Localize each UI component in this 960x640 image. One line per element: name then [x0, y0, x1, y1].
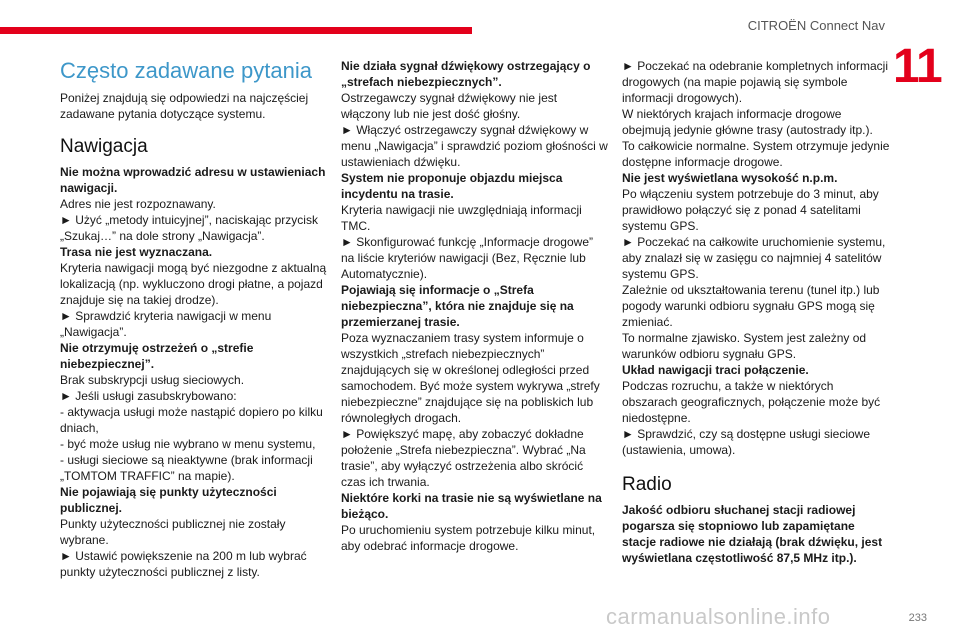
faq-answer-line: To całkowicie normalne. System otrzymuje jedynie dostępne informacje drogowe.: [622, 139, 890, 169]
faq-question: System nie proponuje objazdu miejsca incydentu na trasie.: [341, 171, 563, 201]
faq-answer-line: Adres nie jest rozpoznawany.: [60, 197, 216, 211]
faq-answer-line: Brak subskrypcji usług sieciowych.: [60, 373, 245, 387]
faq-question: Niektóre korki na trasie nie są wyświetlane na bieżąco.: [341, 491, 602, 521]
section-heading-navigation: Nawigacja: [60, 136, 148, 157]
chapter-number: 11: [893, 40, 942, 93]
watermark: carmanualsonline.info: [606, 604, 831, 629]
faq-answer-line: ► Sprawdzić, czy są dostępne usługi sieciowe (ustawienia, umowa).: [622, 427, 870, 457]
faq-question: Nie pojawiają się punkty użyteczności publicznej.: [60, 485, 277, 515]
faq-answer-line: ► Jeśli usługi zasubskrybowano:: [60, 389, 237, 403]
faq-answer-line: Poza wyznaczaniem trasy system informuje o wszystkich „strefach niebezpiecznych” znajdujących się w określonej odległości przed samochodem. Być może system wykrywa „strefy niebezpieczne” znajdujące się na pobliskich lub równoległych drogach.: [341, 331, 600, 425]
faq-answer-line: ► Poczekać na całkowite uruchomienie systemu, aby znalazł się w zasięgu co najmniej 4 satelitów systemu GPS.: [622, 235, 886, 281]
faq-answer-line: ► Skonfigurować funkcję „Informacje drogowe” na liście kryteriów nawigacji (Bez, Ręcznie lub Automatycznie).: [341, 235, 593, 281]
faq-answer-line: To normalne zjawisko. System jest zależny od warunków odbioru sygnału GPS.: [622, 331, 867, 361]
section-heading-radio: Radio: [622, 474, 672, 495]
faq-answer-line: - aktywacja usługi może nastąpić dopiero po kilku dniach,: [60, 405, 323, 435]
faq-question: Nie można wprowadzić adresu w ustawieniach nawigacji.: [60, 165, 326, 195]
faq-answer-line: - być może usług nie wybrano w menu systemu,: [60, 437, 316, 451]
column-3: [622, 58, 890, 566]
faq-question: Pojawiają się informacje o „Strefa niebezpieczna”, która nie znajduje się na przemierzanej trasie.: [341, 283, 574, 329]
faq-answer-line: ► Sprawdzić kryteria nawigacji w menu „Nawigacja”.: [60, 309, 272, 339]
brand-header: CITROËN Connect Nav: [747, 18, 885, 33]
column-1: [60, 58, 328, 580]
faq-answer-line: ► Powiększyć mapę, aby zobaczyć dokładne położenie „Strefa niebezpieczna”. Wybrać „Na trasie”, aby wyłączyć ostrzeżenia albo skrócić czas ich trwania.: [341, 427, 586, 489]
intro-text: Poniżej znajdują się odpowiedzi na najczęściej zadawane pytania dotyczące systemu.: [60, 91, 309, 121]
faq-answer-line: Zależnie od ukształtowania terenu (tunel itp.) lub pogody warunki odbioru sygnału GPS mogą się zmieniać.: [622, 283, 880, 329]
faq-answer-line: ► Użyć „metody intuicyjnej”, naciskając przycisk „Szukaj…” na dole strony „Nawigacja”.: [60, 213, 318, 243]
faq-question: Nie otrzymuję ostrzeżeń o „strefie niebezpiecznej”.: [60, 341, 254, 371]
faq-answer-line: Po włączeniu system potrzebuje do 3 minut, aby prawidłowo połączyć się z ponad 4 satelitami systemu GPS.: [622, 187, 879, 233]
faq-answer-line: Ostrzegawczy sygnał dźwiękowy nie jest włączony lub nie jest dość głośny.: [341, 91, 558, 121]
header-accent-bar: [0, 27, 472, 34]
faq-answer-line: W niektórych krajach informacje drogowe obejmują jedynie główne trasy (autostrady itp.).: [622, 107, 873, 137]
faq-block: [622, 502, 890, 566]
page-title: Często zadawane pytania: [60, 58, 312, 83]
faq-question: Trasa nie jest wyznaczana.: [60, 245, 213, 259]
faq-answer-line: Kryteria nawigacji nie uwzględniają informacji TMC.: [341, 203, 582, 233]
page-number: 233: [908, 612, 927, 624]
faq-block: [341, 58, 609, 554]
faq-question: Nie jest wyświetlana wysokość n.p.m.: [622, 171, 838, 185]
faq-answer-line: Punkty użyteczności publicznej nie zostały wybrane.: [60, 517, 286, 547]
faq-block: [60, 164, 328, 580]
faq-block: [622, 58, 890, 458]
faq-question: Układ nawigacji traci połączenie.: [622, 363, 809, 377]
faq-answer-line: Po uruchomieniu system potrzebuje kilku minut, aby odebrać informacje drogowe.: [341, 523, 596, 553]
faq-answer-line: ► Ustawić powiększenie na 200 m lub wybrać punkty użyteczności publicznej z listy.: [60, 549, 307, 579]
column-2: [341, 58, 609, 554]
faq-answer-line: - usługi sieciowe są nieaktywne (brak informacji „TOMTOM TRAFFIC” na mapie).: [60, 453, 313, 483]
faq-answer-line: Kryteria nawigacji mogą być niezgodne z aktualną lokalizacją (np. wykluczono drogi płatne, a pojazd znajduje się na takiej drodze).: [60, 261, 327, 307]
faq-answer-line: ► Włączyć ostrzegawczy sygnał dźwiękowy w menu „Nawigacja” i sprawdzić poziom głośności w ustawieniach dźwięku.: [341, 123, 608, 169]
faq-question: Nie działa sygnał dźwiękowy ostrzegający o „strefach niebezpiecznych”.: [341, 59, 591, 89]
faq-answer-line: ► Poczekać na odebranie kompletnych informacji drogowych (na mapie pojawią się symbole informacji drogowych).: [622, 59, 889, 105]
faq-question: Jakość odbioru słuchanej stacji radiowej pogarsza się stopniowo lub zapamiętane stacje radiowe nie działają (brak dźwięku, jest wyświetlana częstotliwość 87,5 MHz itp.).: [622, 503, 883, 565]
faq-answer-line: Podczas rozruchu, a także w niektórych obszarach geograficznych, połączenie może być niedostępne.: [622, 379, 881, 425]
